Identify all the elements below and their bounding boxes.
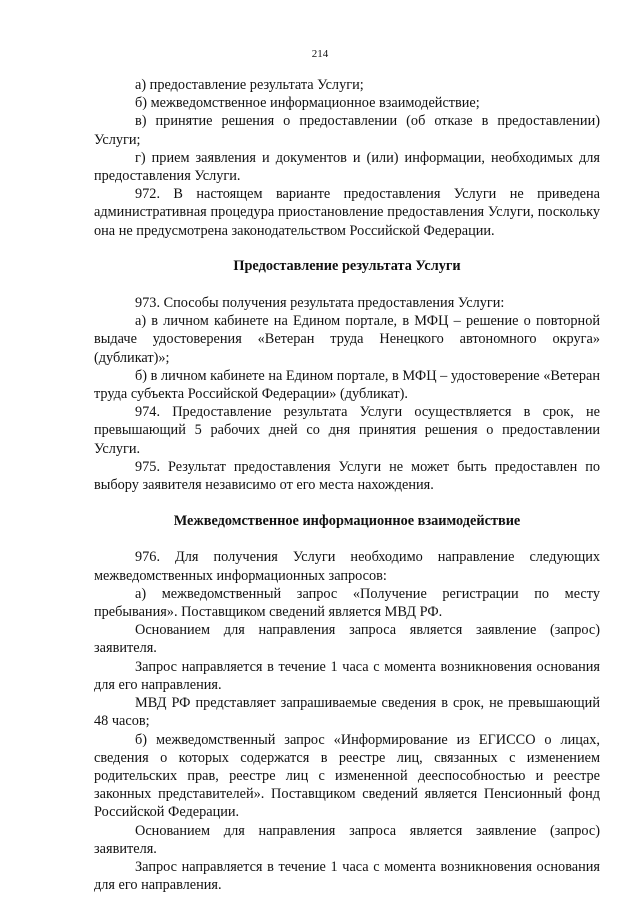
list-item-g: г) прием заявления и документов и (или) информации, необходимых для предоставления Услуги.: [94, 149, 600, 185]
list-item-a: а) предоставление результата Услуги;: [135, 77, 364, 93]
paragraph-974: 974. Предоставление результата Услуги осуществляется в срок, не превышающий 5 рабочих дней со дня принятия решения о предоставлении Услуги.: [94, 404, 600, 457]
section-heading-interagency: Межведомственное информационное взаимодействие: [173, 513, 521, 530]
paragraph-973-a: а) в личном кабинете на Едином портале, в МФЦ – решение о повторной выдаче удостоверения «Ветеран труда Ненецкого автономного округа» (дубликат)»;: [94, 313, 600, 366]
paragraph-basis-1: Основанием для направления запроса является заявление (запрос) заявителя.: [94, 622, 600, 657]
paragraph-972: 972. В настоящем варианте предоставления Услуги не приведена административная процедура приостановление предоставления Услуги, поскольку она не предусмотрена законодательством Российской Федерации.: [94, 186, 600, 239]
list-item-b: б) межведомственное информационное взаимодействие;: [135, 95, 480, 112]
page-number: 214: [311, 48, 329, 60]
list-item-v: в) принятие решения о предоставлении (об отказе в предоставлении) Услуги;: [94, 113, 600, 148]
paragraph-basis-2: Основанием для направления запроса является заявление (запрос) заявителя.: [94, 822, 600, 857]
paragraph-975: 975. Результат предоставления Услуги не может быть предоставлен по выбору заявителя независимо от его места нахождения.: [94, 458, 600, 494]
paragraph-976-a: а) межведомственный запрос «Получение регистрации по месту пребывания». Поставщиком сведений является МВД РФ.: [94, 585, 600, 621]
paragraph-976: 976. Для получения Услуги необходимо направление следующих межведомственных информационных запросов:: [94, 549, 600, 584]
paragraph-973: 973. Способы получения результата предоставления Услуги:: [135, 295, 505, 312]
paragraph-mvd-term: МВД РФ представляет запрашиваемые сведения в срок, не превышающий 48 часов;: [94, 695, 600, 730]
document-body: [94, 76, 600, 894]
paragraph-973-b: б) в личном кабинете на Едином портале, в МФЦ – удостоверение «Ветеран труда субъекта Российской Федерации» (дубликат).: [94, 367, 600, 403]
paragraph-976-b: б) межведомственный запрос «Информирование из ЕГИССО о лицах, сведения о которых содержатся в реестре лиц, связанных с изменением родительских прав, реестре лиц с измененной дееспособностью и реестре законных представителей». Поставщиком сведений является Пенсионный фонд Российской Федерации.: [94, 731, 600, 821]
paragraph-send-1: Запрос направляется в течение 1 часа с момента возникновения основания для его направления.: [94, 658, 600, 693]
paragraph-send-2: Запрос направляется в течение 1 часа с момента возникновения основания для его направления.: [94, 858, 600, 894]
section-heading-result: Предоставление результата Услуги: [233, 257, 461, 274]
